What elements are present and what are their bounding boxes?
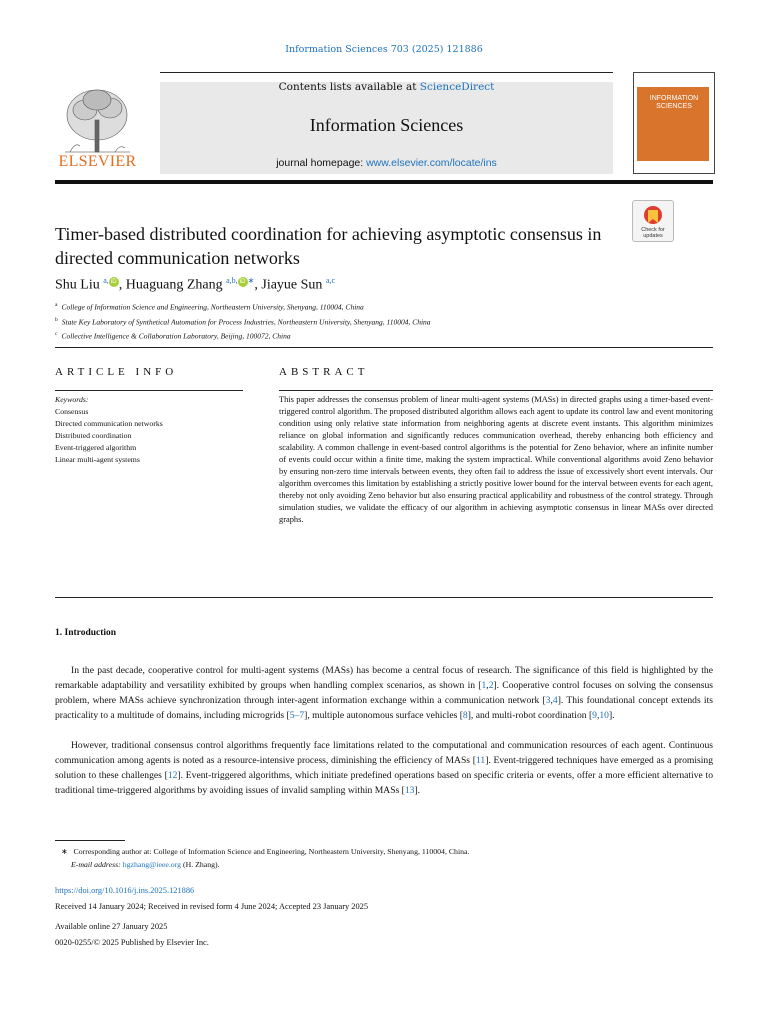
keyword-item: Event-triggered algorithm: [55, 443, 137, 452]
affiliation-mark: c: [55, 331, 58, 337]
paragraph-text: ]. Cooperative control focuses on solving the consensus problem, where MASs achieve synchronization through inter-agent information exchange within a communication network [: [55, 680, 713, 706]
corresponding-mark[interactable]: ∗: [247, 276, 255, 285]
paragraph: [55, 738, 713, 798]
contents-line: [160, 81, 613, 93]
citation-link[interactable]: 10: [599, 710, 609, 721]
section-rule: [55, 597, 713, 598]
affiliation-item: [55, 299, 431, 314]
email-suffix: (H. Zhang).: [181, 860, 220, 869]
keyword-item: Directed communication networks: [55, 419, 163, 428]
author-separator: ,: [118, 277, 126, 293]
affiliation-item: [55, 314, 431, 329]
article-info-heading: ARTICLE INFO: [55, 366, 178, 378]
affiliations: [55, 299, 431, 343]
check-for-updates-badge[interactable]: [632, 200, 674, 242]
author-name: Huaguang Zhang: [125, 277, 223, 293]
affiliation-text: State Key Laboratory of Synthetical Automation for Process Industries, Northeastern University, Shenyang, 110004, China: [61, 317, 431, 326]
journal-name: Information Sciences: [309, 115, 464, 135]
author-name: Shu Liu: [55, 277, 100, 293]
doi-link[interactable]: https://doi.org/10.1016/j.ins.2025.121886: [55, 886, 195, 895]
received-dates: Received 14 January 2024; Received in revised form 4 June 2024; Accepted 23 January 2025: [55, 902, 369, 911]
paragraph-text: ,: [486, 680, 489, 691]
header-thick-rule: [55, 180, 713, 184]
abstract-heading: ABSTRACT: [279, 366, 369, 378]
intro-paragraph-2: [55, 738, 713, 798]
author-affil-marks[interactable]: a,: [103, 276, 109, 285]
orcid-icon[interactable]: iD: [109, 277, 119, 287]
intro-paragraph-1: [55, 663, 713, 723]
paragraph-text: ]. Event-triggered techniques have emerged as a promising solution to these challenges [: [55, 755, 713, 781]
citation-link[interactable]: 13: [404, 785, 415, 796]
author-separator: ,: [254, 277, 262, 293]
header-rule: [160, 72, 613, 73]
affiliation-item: [55, 328, 431, 343]
citation-link[interactable]: 12: [167, 770, 178, 781]
copyright: 0020-0255/© 2025 Published by Elsevier Inc.: [55, 938, 209, 947]
email-label: E-mail address:: [71, 860, 121, 869]
footnote: [55, 845, 713, 871]
article-history: [55, 883, 368, 951]
citation-link[interactable]: 3: [545, 695, 551, 706]
homepage-link[interactable]: www.elsevier.com/locate/ins: [366, 157, 497, 169]
article-title: Timer-based distributed coordination for achieving asymptotic consensus in directed communication networks: [55, 224, 602, 268]
journal-citation[interactable]: Information Sciences 703 (2025) 121886: [285, 44, 483, 55]
paragraph-text: ], and multi-robot coordination [: [467, 710, 593, 721]
paragraph-text: However, traditional consensus control algorithms frequently face limitations related to the computational and communication resources of each agent. Continuous communication among agents is noted as a resource-intensive process, diminishing the efficiency of MASs [: [55, 740, 713, 766]
keywords-label: Keywords:: [55, 395, 89, 404]
journal-cover: [633, 72, 715, 174]
available-online: Available online 27 January 2025: [55, 922, 168, 931]
author-name: Jiayue Sun: [261, 277, 323, 293]
contents-prefix: Contents lists available at: [278, 81, 420, 93]
paragraph-text: ,: [550, 695, 553, 706]
corresponding-author-note: [55, 845, 713, 858]
keyword-item: Linear multi-agent systems: [55, 455, 140, 464]
publisher-logo-text: ELSEVIER: [58, 153, 137, 170]
sciencedirect-link[interactable]: ScienceDirect: [419, 81, 495, 93]
citation-link[interactable]: 2: [488, 680, 494, 691]
article-info-rule: [55, 390, 243, 391]
citation-link[interactable]: 5–7: [289, 710, 305, 721]
paragraph-text: ].: [414, 785, 421, 796]
paragraph-text: ]. This foundational concept extends its practicality to a multitude of domains, including microgrids [: [55, 695, 713, 721]
section-rule: [55, 347, 713, 348]
citation-link[interactable]: 11: [475, 755, 486, 766]
paragraph: [55, 663, 713, 723]
keywords-block: [55, 394, 243, 466]
homepage-prefix: journal homepage:: [276, 157, 367, 169]
paragraph-text: ]. Event-triggered algorithms, which initiate predefined operations based on specific criteria or events, offer a more efficient alternative to traditional time-triggered algorithms by avoiding issues of invalid sampling within MASs [: [55, 770, 713, 796]
email-line: [55, 858, 713, 871]
footnote-rule: [55, 840, 125, 841]
paragraph-text: In the past decade, cooperative control for multi-agent systems (MASs) has become a central focus of research. The significance of this field is highlighted by the remarkable adaptability and versatility exhibited by groups when handling complex scenarios, as shown in [: [55, 665, 713, 691]
citation-link[interactable]: 9: [592, 710, 597, 721]
affiliation-text: College of Information Science and Engineering, Northeastern University, Shenyang, 110004, China: [61, 302, 364, 312]
citation-link[interactable]: 1: [481, 680, 487, 691]
affiliation-mark: a: [55, 302, 58, 308]
affiliation-mark: b: [55, 316, 58, 323]
keyword-item: Consensus: [55, 407, 89, 416]
citation-link[interactable]: 8: [462, 710, 468, 721]
email-link[interactable]: hgzhang@ieee.org: [122, 860, 182, 869]
crossmark-label: Check for updates: [641, 227, 665, 239]
orcid-icon[interactable]: iD: [238, 277, 248, 287]
author-affil-marks[interactable]: a,b,: [226, 276, 238, 285]
paragraph-text: ], multiple autonomous surface vehicles [: [304, 710, 463, 721]
corresponding-text: Corresponding author at: College of Information Science and Engineering, Northeastern University, Shenyang, 110004, China.: [73, 847, 470, 856]
paragraph-text: ,: [596, 710, 600, 721]
affiliation-text: Collective Intelligence & Collaboration Laboratory, Beijing, 100072, China: [61, 331, 291, 341]
section-heading-introduction: 1. Introduction: [55, 628, 117, 638]
abstract-text: This paper addresses the consensus problem of linear multi-agent systems (MASs) in directed graphs using a timer-based event-triggered control algorithm. The proposed distributed algorithm allows each agent to update its control law and event monitoring condition using only relative state information from neighboring agents at discrete event instants. This algorithm minimizes reliance on global information and significantly reduces communication overhead, thereby enhancing both efficiency and scalability. A common challenge in event-based control algorithms is the potential for Zeno behavior, where an infinite number of events could occur within a finite time, making the system impractical. While conventional algorithms avoid Zeno behavior by ensuring non-zero time intervals between events, they often fail to address the issue of excessively short event intervals. Our algorithm overcomes this limitation by establishing a strictly positive lower bound for the interval between events for each agent, thereby not only avoiding Zeno behavior but also ensuring practical applicability and robustness of the control strategy. Through simulation studies, we validate the efficacy of our algorithm in achieving asymptotic consensus in linear MASs over directed graphs.: [279, 395, 713, 524]
cover-title: INFORMATION SCIENCES: [649, 95, 699, 110]
abstract-rule: [279, 390, 713, 391]
journal-homepage: [160, 157, 613, 169]
citation-link[interactable]: 4: [552, 695, 558, 706]
paragraph-text: ].: [608, 710, 615, 721]
crossmark-icon: [633, 201, 673, 229]
author-list: [55, 276, 335, 294]
footnote-mark: ∗: [61, 847, 68, 856]
author-affil-marks[interactable]: a,c: [325, 276, 336, 285]
keyword-item: Distributed coordination: [55, 431, 132, 440]
